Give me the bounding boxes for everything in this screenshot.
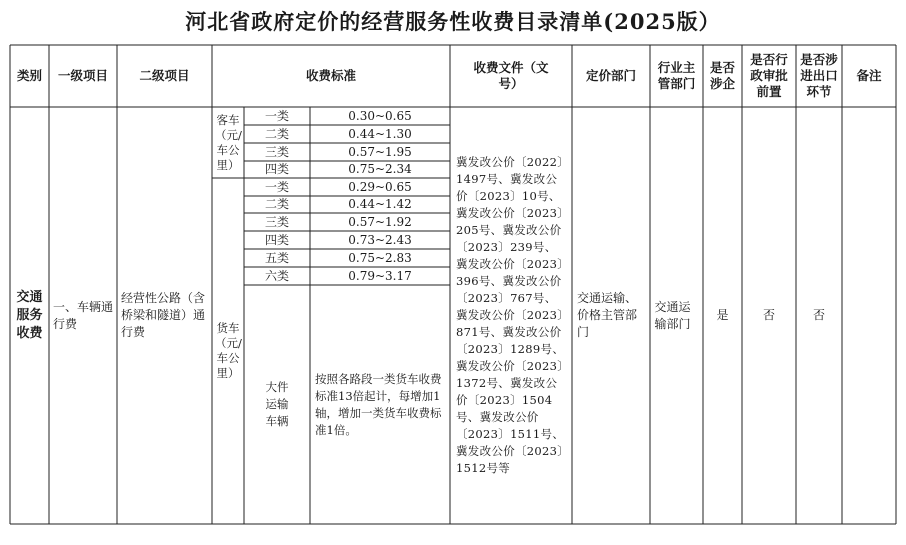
freight-label-text: 货车（元/车公里） <box>215 321 242 380</box>
category-text: 交通服务收费 <box>16 289 43 341</box>
header-admin-approval-text: 是否行政审批前置 <box>750 52 788 99</box>
header-pricing-dept: 定价部门 <box>585 68 636 83</box>
header-involves-enterprise <box>703 45 742 107</box>
freight-class-6: 六类 <box>264 268 289 283</box>
oversize-text-cell <box>310 285 450 524</box>
freight-rate-5: 0.75~2.83 <box>348 250 412 265</box>
involves-enterprise-cell: 是 <box>716 308 729 322</box>
passenger-class-2: 二类 <box>264 126 289 141</box>
freight-class-2: 二类 <box>264 197 289 211</box>
document-text: 冀发改公价〔2022〕1497号、冀发改公价〔2023〕10号、冀发改公价〔2023〕205号、冀发改公价〔2023〕239号、冀发改公价〔2023〕396号、冀发改公价〔2023〕767号、冀发改公价〔2023〕871号、冀发改公价〔2023〕1289号、冀发改公价〔2023〕1372号、冀发改公价〔2023〕1504号、冀发改公价〔2023〕1511号、冀发改公价〔2023〕1512号等 <box>456 155 565 475</box>
freight-rate-4: 0.73~2.43 <box>348 232 412 247</box>
industry-dept-cell <box>650 107 703 524</box>
remarks-cell <box>842 107 896 524</box>
header-category: 类别 <box>16 68 42 83</box>
header-level2: 二级项目 <box>139 68 190 83</box>
page-title: 河北省政府定价的经营服务性收费目录清单(2025版） <box>185 9 721 34</box>
category-cell <box>10 107 49 524</box>
header-admin-approval <box>742 45 796 107</box>
oversize-text: 按照各路段一类货车收费标准13倍起计，每增加1轴，增加一类货车收费标准1倍。 <box>315 371 442 437</box>
document-cell <box>450 107 572 524</box>
header-industry-dept-text: 行业主管部门 <box>657 60 696 91</box>
oversize-label <box>244 285 310 524</box>
passenger-label-text: 客车（元/车公里） <box>215 112 242 172</box>
header-import-export-text: 是否涉进出口环节 <box>800 52 838 99</box>
freight-rate-2: 0.44~1.42 <box>348 197 412 211</box>
oversize-label-text: 大件运输车辆 <box>265 380 289 428</box>
pricing-dept-cell <box>572 107 650 524</box>
freight-class-5: 五类 <box>264 250 289 265</box>
industry-dept-text: 交通运输部门 <box>654 299 691 331</box>
passenger-class-4: 四类 <box>264 162 289 176</box>
header-involves-enterprise-text: 是否涉企 <box>709 60 735 91</box>
passenger-rate-1: 0.30~0.65 <box>348 108 412 123</box>
passenger-class-1: 一类 <box>264 108 289 123</box>
header-standard: 收费标准 <box>305 68 356 83</box>
passenger-rate-4: 0.75~2.34 <box>348 162 412 176</box>
passenger-rate-3: 0.57~1.95 <box>348 144 412 159</box>
header-document <box>450 45 572 107</box>
pricing-dept-text: 交通运输、价格主管部门 <box>577 291 638 339</box>
level2-cell <box>117 107 212 524</box>
header-industry-dept <box>650 45 703 107</box>
freight-class-1: 一类 <box>264 179 289 194</box>
header-import-export <box>796 45 842 107</box>
import-export-cell: 否 <box>812 308 825 322</box>
freight-rate-1: 0.29~0.65 <box>348 179 412 194</box>
freight-rate-6: 0.79~3.17 <box>348 268 412 283</box>
freight-class-4: 四类 <box>264 232 289 247</box>
admin-approval-cell: 否 <box>762 308 775 322</box>
passenger-rate-2: 0.44~1.30 <box>348 126 412 141</box>
freight-rate-3: 0.57~1.92 <box>348 214 412 229</box>
level2-text: 经营性公路（含桥梁和隧道）通行费 <box>121 291 206 339</box>
passenger-class-3: 三类 <box>264 144 289 159</box>
passenger-label <box>212 107 244 178</box>
freight-class-3: 三类 <box>264 214 289 229</box>
level1-text: 一、车辆通行费 <box>53 299 114 331</box>
level1-cell <box>49 107 117 524</box>
header-document-text: 收费文件（文号） <box>473 60 549 91</box>
header-level1: 一级项目 <box>57 68 108 83</box>
header-remarks: 备注 <box>856 68 882 83</box>
freight-label <box>212 178 244 524</box>
